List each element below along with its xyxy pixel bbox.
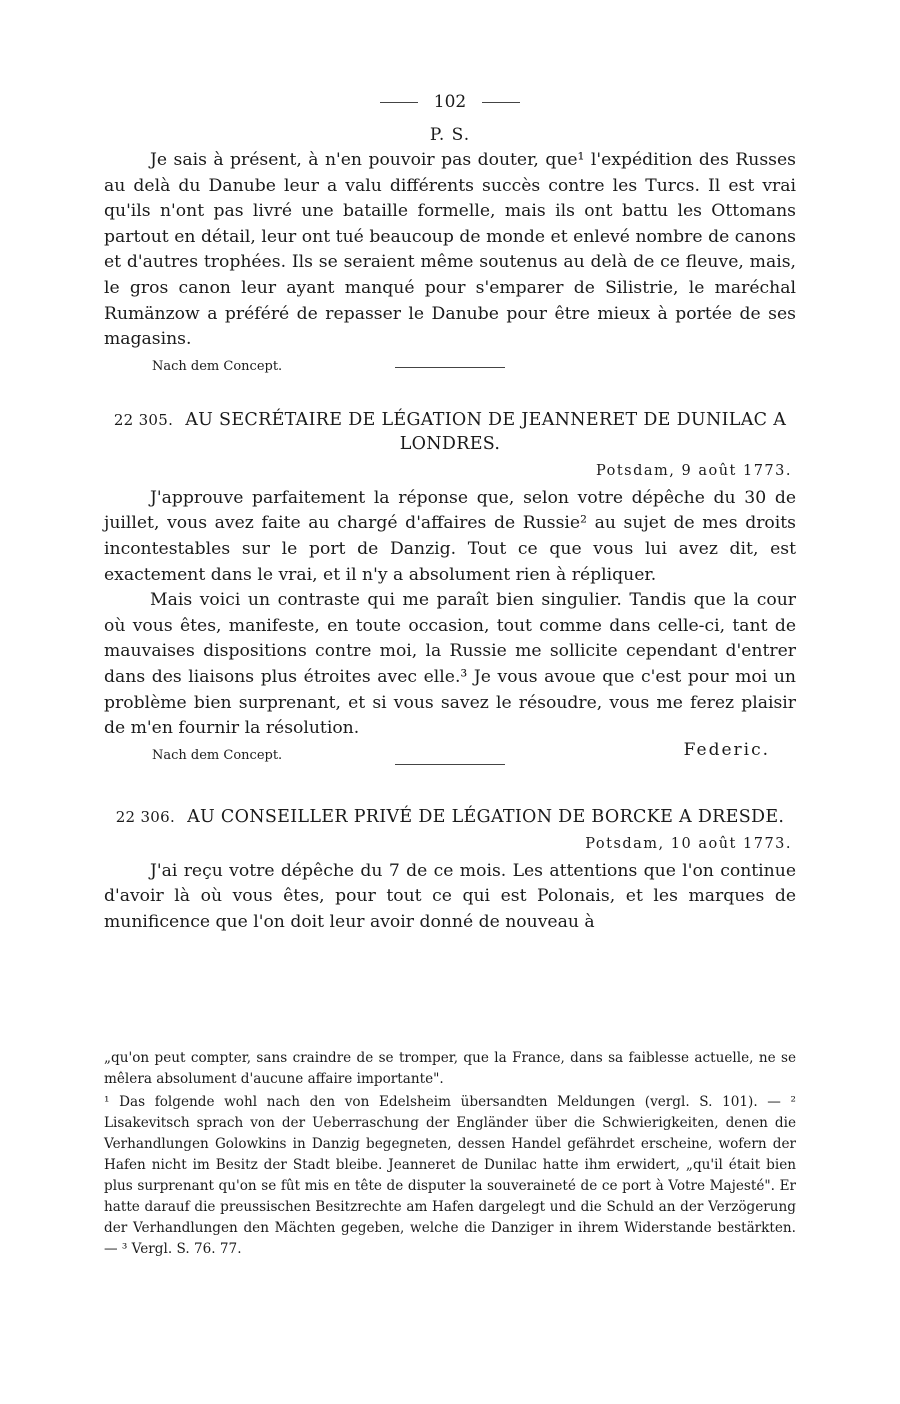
letter-paragraph: J'ai reçu votre dépêche du 7 de ce mois. Les attentions que l'on continue d'avoir là où vous êtes, pour tout ce qui est Polonais, et les marques de munificence que l'on doit leur avoir donné de nouveau à — [104, 860, 796, 932]
letter-signature: Federic. — [683, 739, 770, 760]
letter-dateline: Potsdam, 10 août 1773. — [585, 835, 792, 852]
letter-paragraph: J'approuve parfaitement la réponse que, selon votre dépêche du 30 de juillet, vous avez faite au chargé d'affaires de Russie² au sujet de mes droits incontestables sur le port de Danzig. Tout ce que vous lui avez dit, est exactement dans le vrai, et il n'y a absolument rien à répliquer. — [104, 487, 796, 585]
ps-heading: P. S. — [429, 125, 471, 145]
page-body — [104, 88, 796, 935]
footnote-continuation: „qu'on peut compter, sans craindre de se tromper, que la France, dans sa faiblesse actuelle, ne se mêlera absolument d'aucune affaire importante". — [104, 1050, 796, 1087]
ps-source-text: Nach dem Concept. — [152, 358, 283, 374]
letter-number: 22 306. — [115, 807, 176, 826]
letter-dateline: Potsdam, 9 août 1773. — [595, 462, 792, 479]
letter-number: 22 305. — [113, 410, 174, 429]
letter-title — [104, 408, 796, 456]
ps-source-note — [152, 355, 796, 379]
letter-source-text: Nach dem Concept. — [152, 747, 283, 763]
header-rule-left — [380, 102, 418, 103]
page-header — [104, 88, 796, 116]
footnote-text: ¹ Das folgende wohl nach den von Edelsheim übersandten Meldungen (vergl. S. 101). — ² Lisakevitsch sprach von der Ueberraschung der Engländer über die Schwierigkeiten, denen die Verhandlungen Golowkins in Danzig begegneten, dessen Handel gefährdet erscheine, wofern der Hafen nicht im Besitz der Stadt bleibe. Jeanneret de Dunilac hatte ihm erwidert, „qu'il était bien plus surprenant qu'on se fût mis en tête de disputer la souveraineté de ce port à Votre Majesté". Er hatte darauf die preussischen Besitzrechte am Hafen dargelegt und die Schuld an der Verzögerung der Verhandlungen den Mächten gegeben, welche die Danziger in ihrem Widerstande bestärkten. — ³ Vergl. S. 76. 77. — [104, 1094, 796, 1257]
ps-paragraph: Je sais à présent, à n'en pouvoir pas douter, que¹ l'expédition des Russes au delà du Danube leur a valu différents succès contre les Turcs. Il est vrai qu'ils n'ont pas livré une bataille formelle, mais ils ont battu les Ottomans partout en détail, leur ont tué beaucoup de monde et enlevé nombre de canons et d'autres trophées. Ils se seraient même soutenus au delà de ce fleuve, mais, le gros canon leur ayant manqué pour s'emparer de Silistrie, le maréchal Rumänzow a préféré de repasser le Danube pour être mieux à portée de ses magasins. — [104, 150, 796, 350]
letter-title — [104, 805, 796, 829]
header-rule-right — [482, 102, 520, 103]
footnotes — [104, 1048, 796, 1260]
letter-addressee: AU CONSEILLER PRIVÉ DE LÉGATION DE BORCKE A DRESDE. — [187, 806, 785, 827]
letter-addressee: AU SECRÉTAIRE DE LÉGATION DE JEANNERET DE DUNILAC A LONDRES. — [185, 409, 787, 454]
letter-source-note — [152, 739, 796, 768]
letter-paragraph: Mais voici un contraste qui me paraît bien singulier. Tandis que la cour où vous êtes, manifeste, en toute occasion, tout comme dans celle-ci, tant de mauvaises dispositions contre moi, la Russie me sollicite cependant d'entrer dans des liaisons plus étroites avec elle.³ Je vous avoue que c'est pour moi un problème bien surprenant, et si vous savez le résoudre, vous me ferez plaisir de m'en fournir la résolution. — [104, 590, 796, 739]
page-number: 102 — [433, 92, 467, 112]
